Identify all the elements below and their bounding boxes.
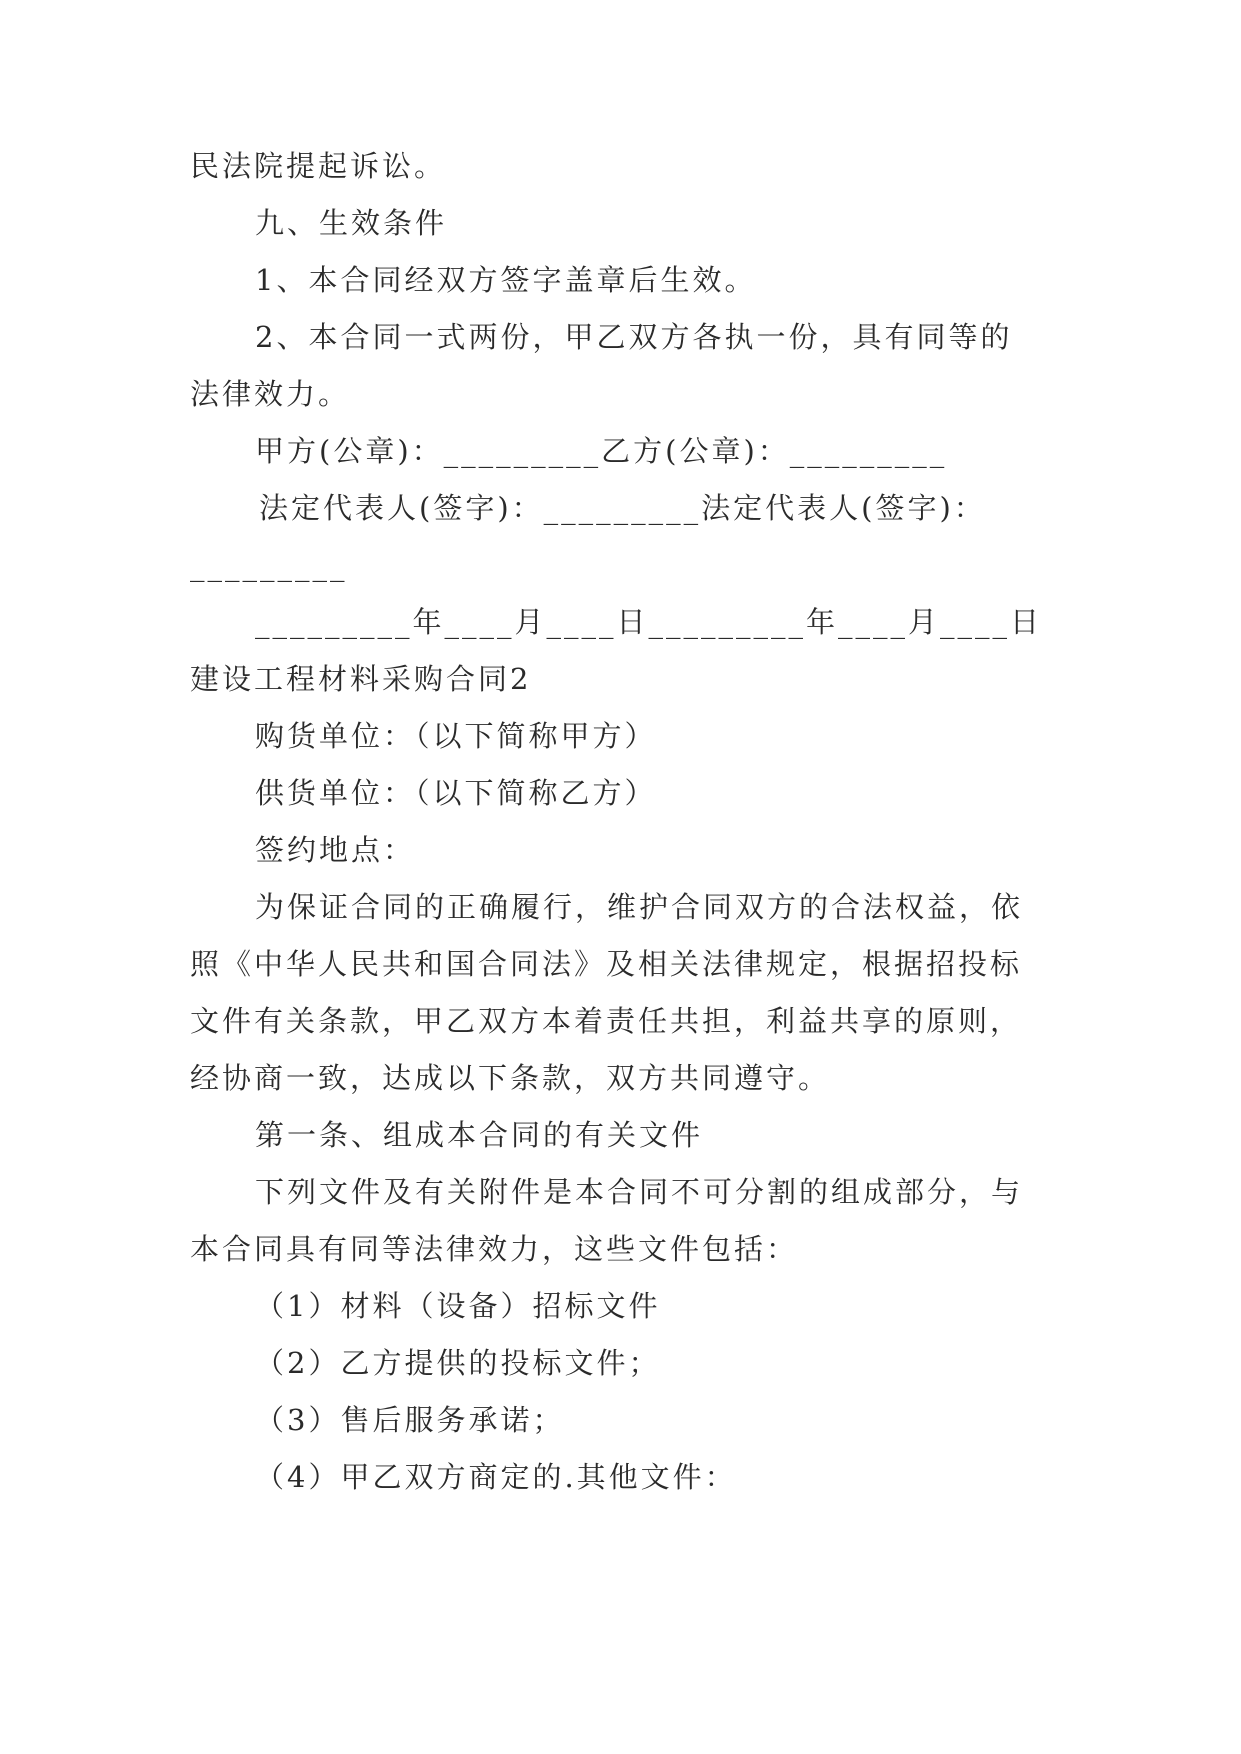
text-line: 法律效力。 [190,377,351,411]
list-item: （1）材料（设备）招标文件 [255,1289,661,1323]
signature-blank: _________ [190,548,348,582]
text-line: 购货单位：（以下简称甲方） [255,719,657,753]
text-line: 下列文件及有关附件是本合同不可分割的组成部分，与 [255,1175,1024,1209]
signature-line-seal: 甲方(公章)：_________乙方(公章)：_________ [255,434,948,468]
text-line: 文件有关条款，甲乙双方本着责任共担，利益共享的原则， [190,1004,1023,1038]
text-line: 经协商一致，达成以下条款，双方共同遵守。 [190,1061,831,1095]
list-item: （4）甲乙双方商定的.其他文件： [255,1460,737,1494]
text-line: 1、本合同经双方签字盖章后生效。 [255,263,757,297]
section-heading: 第一条、组成本合同的有关文件 [255,1118,704,1152]
signature-line-representative: 法定代表人(签字)：_________法定代表人(签字)： [259,491,986,525]
text-line: 本合同具有同等法律效力，这些文件包括： [190,1232,799,1266]
text-line: 2、本合同一式两份，甲乙双方各执一份，具有同等的 [255,320,1013,354]
text-line: 为保证合同的正确履行，维护合同双方的合法权益，依 [255,890,1024,924]
section-heading: 九、生效条件 [255,206,448,240]
document-title: 建设工程材料采购合同2 [190,662,532,696]
date-line: _________年____月____日_________年____月____日 [255,605,1043,639]
text-line: 供货单位：（以下简称乙方） [255,776,657,810]
list-item: （2）乙方提供的投标文件； [255,1346,661,1380]
text-line: 签约地点： [255,833,416,867]
list-item: （3）售后服务承诺； [255,1403,565,1437]
text-line: 民法院提起诉讼。 [190,149,447,183]
text-line: 照《中华人民共和国合同法》及相关法律规定，根据招投标 [190,947,1023,981]
